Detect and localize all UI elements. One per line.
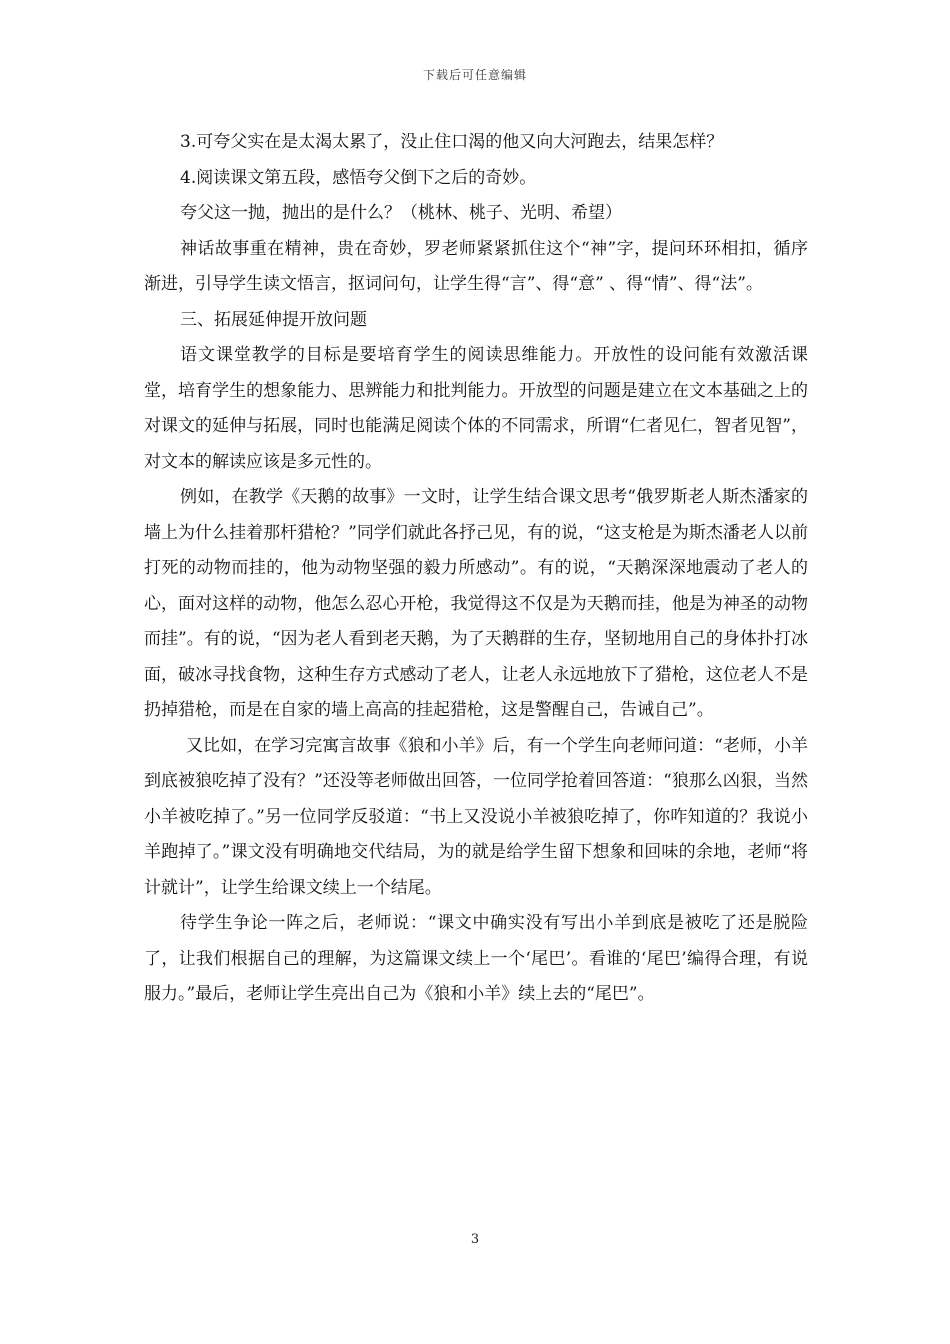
page-header: 下载后可任意编辑	[422, 68, 527, 82]
paragraph-kuafu-throw: 夸父这一抛，抛出的是什么？（桃林、桃子、光明、希望）	[180, 203, 622, 223]
document-body	[144, 125, 808, 1013]
paragraph-question-3: 3.可夸父实在是太渴太累了，没止住口渴的他又向大河跑去，结果怎样？	[180, 132, 724, 152]
paragraph-tail-ending: 待学生争论一阵之后，老师说：“课文中确实没有写出小羊到底是被吃了还是脱险了，让我们根据自己的理解，为这篇课文续上一个‘尾巴’。看谁的‘尾巴’编得合理，有说服力。”最后，老师让学生亮出自己为《狼和小羊》续上去的“尾巴”。	[144, 913, 808, 1004]
paragraph-wolf-lamb: 又比如，在学习完寓言故事《狼和小羊》后，有一个学生向老师问道：“老师，小羊到底被狼吃掉了没有？”还没等老师做出回答，一位同学抢着回答道：“狼那么凶狠，当然小羊被吃掉了。”另一位同学反驳道：“书上又没说小羊被狼吃掉了，你咋知道的？我说小羊跑掉了。”课文没有明确地交代结局，为的就是给学生留下想象和回味的余地，老师“将计就计”，让学生给课文续上一个结尾。	[144, 735, 808, 898]
paragraph-myth-spirit: 神话故事重在精神，贵在奇妙，罗老师紧紧抓住这个“神”字，提问环环相扣，循序渐进，引导学生读文悟言，抠词问句，让学生得“言”、得“意” 、得“情”、得“法”。	[144, 238, 808, 294]
paragraph-question-4: 4.阅读课文第五段，感悟夸父倒下之后的奇妙。	[180, 167, 537, 188]
paragraph-swan-story: 例如，在教学《天鹅的故事》一文时，让学生结合课文思考“俄罗斯老人斯杰潘家的墙上为什么挂着那杆猎枪？”同学们就此各抒己见，有的说，“这支枪是为斯杰潘老人以前打死的动物而挂的，他为动物坚强的毅力所感动”。有的说，“天鹅深深地震动了老人的心，面对这样的动物，他怎么忍心开枪，我觉得这不仅是为天鹅而挂，他是为神圣的动物而挂”。有的说，“因为老人看到老天鹅，为了天鹅群的生存，坚韧地用自己的身体扑打冰面，破冰寻找食物，这种生存方式感动了老人，让老人永远地放下了猎枪，这位老人不是扔掉猎枪，而是在自家的墙上高高的挂起猎枪，这是警醒自己，告诫自己”。	[144, 487, 808, 720]
section-heading-extension: 三、拓展延伸提开放问题	[180, 309, 367, 330]
page-number: 3	[470, 1232, 480, 1247]
paragraph-teaching-goal: 语文课堂教学的目标是要培育学生的阅读思维能力。开放性的设问能有效激活课堂，培育学生的想象能力、思辨能力和批判能力。开放型的问题是建立在文本基础之上的对课文的延伸与拓展，同时也能满足阅读个体的不同需求，所谓“仁者见仁，智者见智”，对文本的解读应该是多元性的。	[144, 345, 808, 472]
